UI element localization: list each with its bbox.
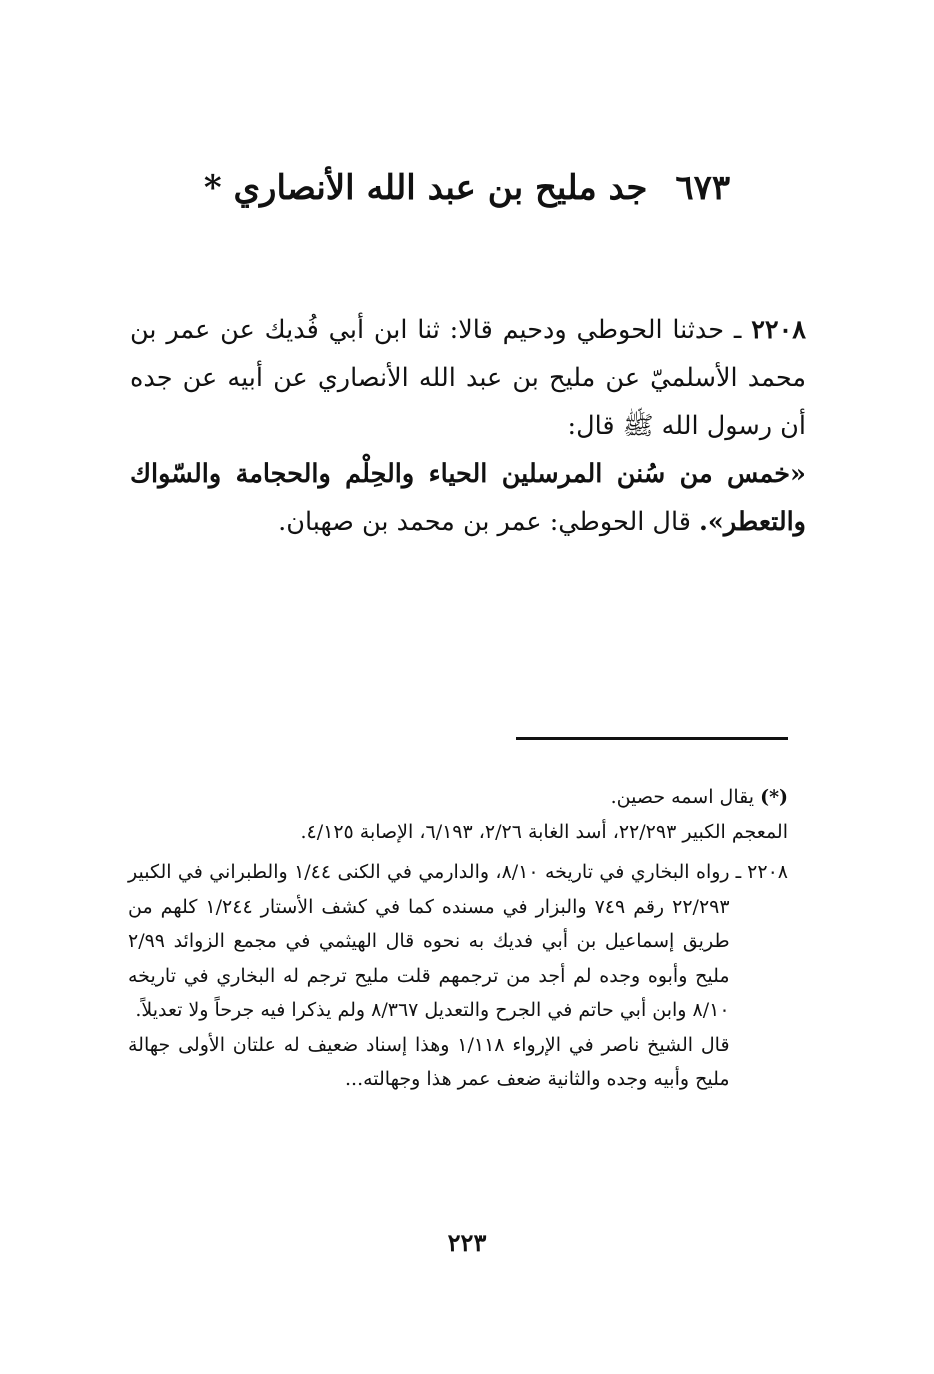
hadith-isnad: ـ حدثنا الحوطي ودحيم قالا: ثنا ابن أبي فُديك عن عمر بن محمد الأسلميّ عن مليح بن عبد الله الأنصاري عن أبيه عن جده أن رسول الله ﷺ قال: (130, 315, 806, 441)
footnote-hadith-takhrij: رواه البخاري في تاريخه ٨/١٠، والدارمي في الكنى ١/٤٤ والطبراني في الكبير ٢٢/٢٩٣ رقم ٧٤٩ والبزار في مسنده كما في كشف الأستار ١/٢٤٤ كلهم من طريق إسماعيل بن أبي فديك به نحوه قال الهيثمي في مجمع الزوائد ٢/٩٩ مليح وأبوه وجده لم أجد من ترجمهم قلت مليح ترجم له البخاري في تاريخه ٨/١٠ وابن أبي حاتم في الجرح والتعديل ٨/٣٦٧ ولم يذكرا فيه جرحاً ولا تعديلاً. (128, 861, 730, 1021)
footnote-hadith (128, 855, 788, 1097)
chapter-footnote-marker: * (203, 168, 222, 208)
hadith-isnad-paragraph (130, 306, 806, 450)
footnote-star-name: يقال اسمه حصين. (610, 786, 755, 808)
footnote-hadith-body (128, 855, 730, 1097)
footnote-star (128, 780, 788, 849)
hadith-text (130, 306, 806, 546)
hadith-matn: «خمس من سُنن المرسلين الحياء والحِلْم والحجامة والسّواك والتعطر». (130, 459, 806, 537)
footnote-star-marker: (*) (760, 786, 788, 808)
footnote-star-references: المعجم الكبير ٢٢/٢٩٣، أسد الغابة ٢/٢٦، ٦/١٩٣، الإصابة ٤/١٢٥. (300, 820, 788, 843)
page-number: ٢٢٣ (447, 1228, 487, 1257)
chapter-number: ٦٧٣ (675, 168, 731, 208)
chapter-heading (120, 160, 814, 216)
hadith-matn-paragraph (130, 450, 806, 546)
hadith-number: ٢٢٠٨ (751, 315, 806, 345)
footnote-hadith-number: ٢٢٠٨ ـ (735, 861, 788, 883)
footnote-star-line (128, 780, 788, 815)
footnotes (128, 780, 788, 1103)
footnote-separator (516, 737, 788, 740)
hadith-note: قال الحوطي: عمر بن محمد بن صهبان. (278, 507, 700, 537)
chapter-title: جد مليح بن عبد الله الأنصاري (233, 168, 648, 208)
footnote-hadith-grading: قال الشيخ ناصر في الإرواء ١/١١٨ وهذا إسناد ضعيف له علتان الأولى جهالة مليح وأبيه وجده والثانية ضعف عمر هذا وجهالته... (128, 1033, 730, 1090)
